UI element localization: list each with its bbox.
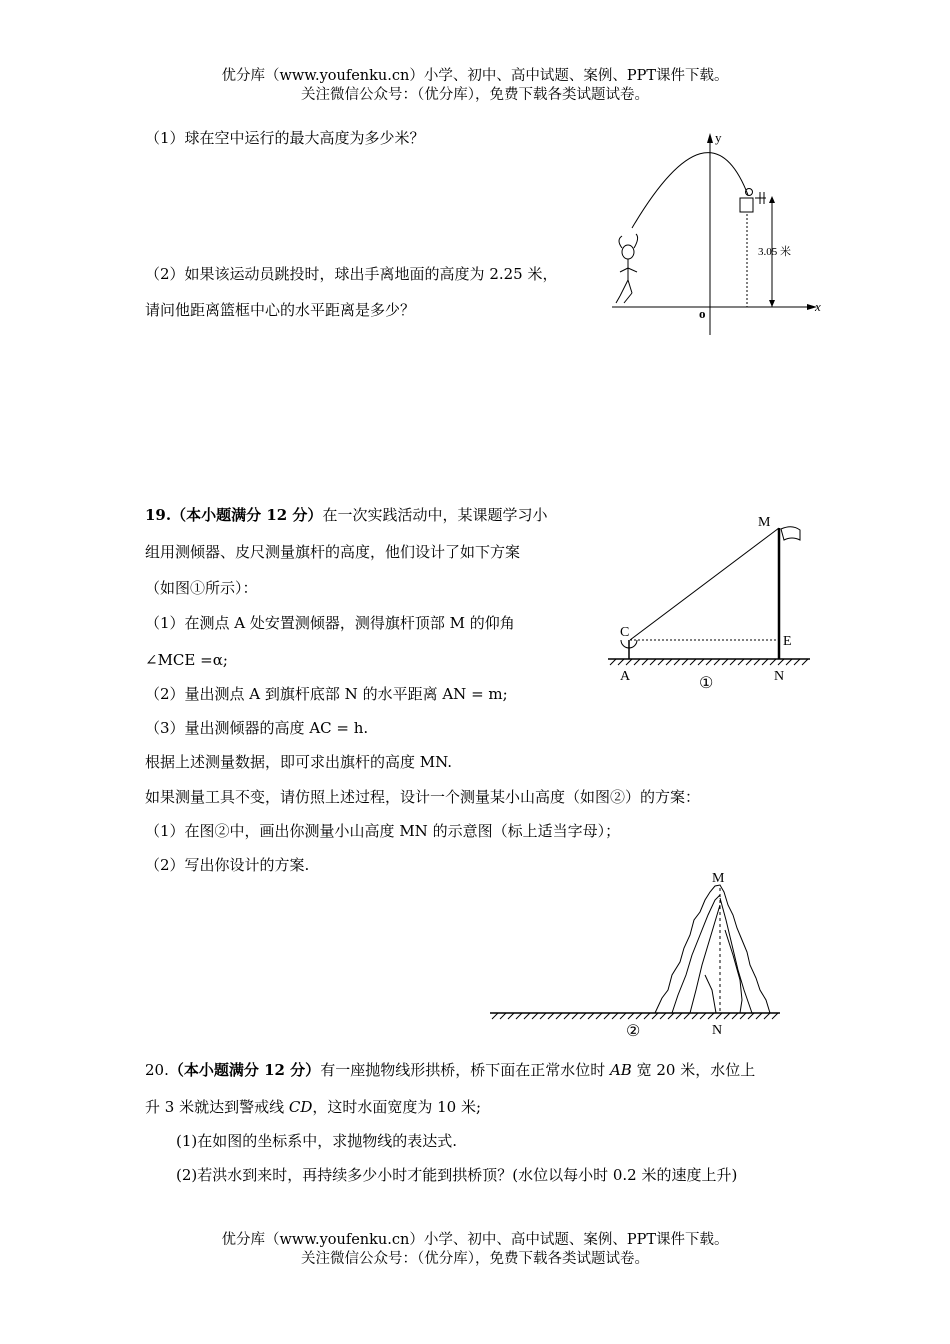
q19-step3: （3）量出测倾器的高度 AC = h. <box>145 719 369 737</box>
q19-step1-line1: （1）在测点 A 处安置测倾器，测得旗杆顶部 M 的仰角 <box>145 614 515 632</box>
y-axis-arrow <box>707 133 713 143</box>
q18-basketball-figure <box>600 125 830 340</box>
q19-task: 如果测量工具不变，请仿照上述过程，设计一个测量某小山高度（如图②）的方案： <box>145 788 701 806</box>
q18-part1: （1）球在空中运行的最大高度为多少米？ <box>145 129 425 147</box>
label-A: A <box>620 669 631 684</box>
q20-part2: (2)若洪水到来时，再持续多少小时才能到拱桥顶？(水位以每小时 0.2 米的速度上升) <box>176 1166 738 1184</box>
mountain-ridge-5 <box>705 975 716 1013</box>
q19-step1-line2: ∠MCE =α; <box>145 651 228 669</box>
q20-line2 <box>145 1097 481 1117</box>
label-N: N <box>712 1023 723 1038</box>
q19-flagpole-figure <box>605 510 815 695</box>
player-icon <box>616 234 638 303</box>
page-header-line-1: 优分库（www.youfenku.cn）小学、初中、高中试题、案例、PPT课件下载。 <box>221 68 729 84</box>
figure1-caption: ① <box>699 675 714 692</box>
q20-number: 20. <box>145 1061 169 1079</box>
page-footer-line-2: 关注微信公众号：（优分库），免费下载各类试题试卷。 <box>301 1251 649 1267</box>
mountain-ridge-4 <box>725 930 742 1013</box>
q20-intro-a: 有一座抛物线形拱桥，桥下面在正常水位时 <box>320 1061 610 1079</box>
ground-hatching <box>492 1013 778 1019</box>
q20-score: （本小题满分 12 分） <box>168 1061 321 1079</box>
q20-line2-b: ，这时水面宽度为 10 米; <box>312 1098 482 1116</box>
label-M: M <box>712 871 725 886</box>
q19-score: （本小题满分 12 分） <box>171 506 323 524</box>
ball-trajectory <box>632 153 748 228</box>
figure2-caption: ② <box>626 1023 641 1040</box>
q20-cd: CD <box>288 1098 313 1116</box>
page-footer-line-1: 优分库（www.youfenku.cn）小学、初中、高中试题、案例、PPT课件下载。 <box>221 1232 729 1248</box>
q20-line2-a: 升 3 米就达到警戒线 <box>145 1098 289 1116</box>
q20-intro-b: 宽 20 米，水位上 <box>631 1061 756 1079</box>
q19-number: 19. <box>145 506 172 524</box>
ground-hatching <box>610 659 808 665</box>
sight-line <box>630 528 779 640</box>
q20-part1: (1)在如图的坐标系中，求抛物线的表达式. <box>176 1132 458 1150</box>
q19-step2: （2）量出测点 A 到旗杆底部 N 的水平距离 AN = m; <box>145 685 508 703</box>
page-header-line-2: 关注微信公众号：（优分库），免费下载各类试题试卷。 <box>301 87 649 103</box>
mountain-ridge-3 <box>720 898 752 1013</box>
label-E: E <box>783 634 792 649</box>
label-C: C <box>620 625 630 640</box>
q19-task2: （2）写出你设计的方案. <box>145 856 310 874</box>
q19-intro-1: 在一次实践活动中，某课题学习小 <box>322 506 548 524</box>
x-axis-label: x <box>815 299 821 314</box>
q19-task1: （1）在图②中，画出你测量小山高度 MN 的示意图（标上适当字母）； <box>145 822 621 840</box>
label-N: N <box>774 669 785 684</box>
q19-mountain-figure <box>485 865 785 1040</box>
flag-icon <box>781 527 800 540</box>
label-M: M <box>758 515 771 530</box>
q19-intro-3: （如图①所示）： <box>145 579 258 597</box>
basket-icon <box>740 198 753 212</box>
q18-part2-line2: 请问他距离篮框中心的水平距离是多少？ <box>145 301 416 319</box>
q19-conclusion: 根据上述测量数据，即可求出旗杆的高度 MN. <box>145 753 453 771</box>
y-axis-label: y <box>715 130 722 145</box>
origin-label: o <box>699 306 706 321</box>
q19-intro-2: 组用测倾器、皮尺测量旗杆的高度，他们设计了如下方案 <box>145 543 521 561</box>
q18-part2-line1: （2）如果该运动员跳投时，球出手离地面的高度为 2.25 米， <box>145 265 558 283</box>
q20-line1 <box>145 1060 755 1080</box>
q20-ab: AB <box>609 1061 632 1079</box>
height-label: 3.05 米 <box>758 246 791 258</box>
q19-title <box>145 505 547 525</box>
